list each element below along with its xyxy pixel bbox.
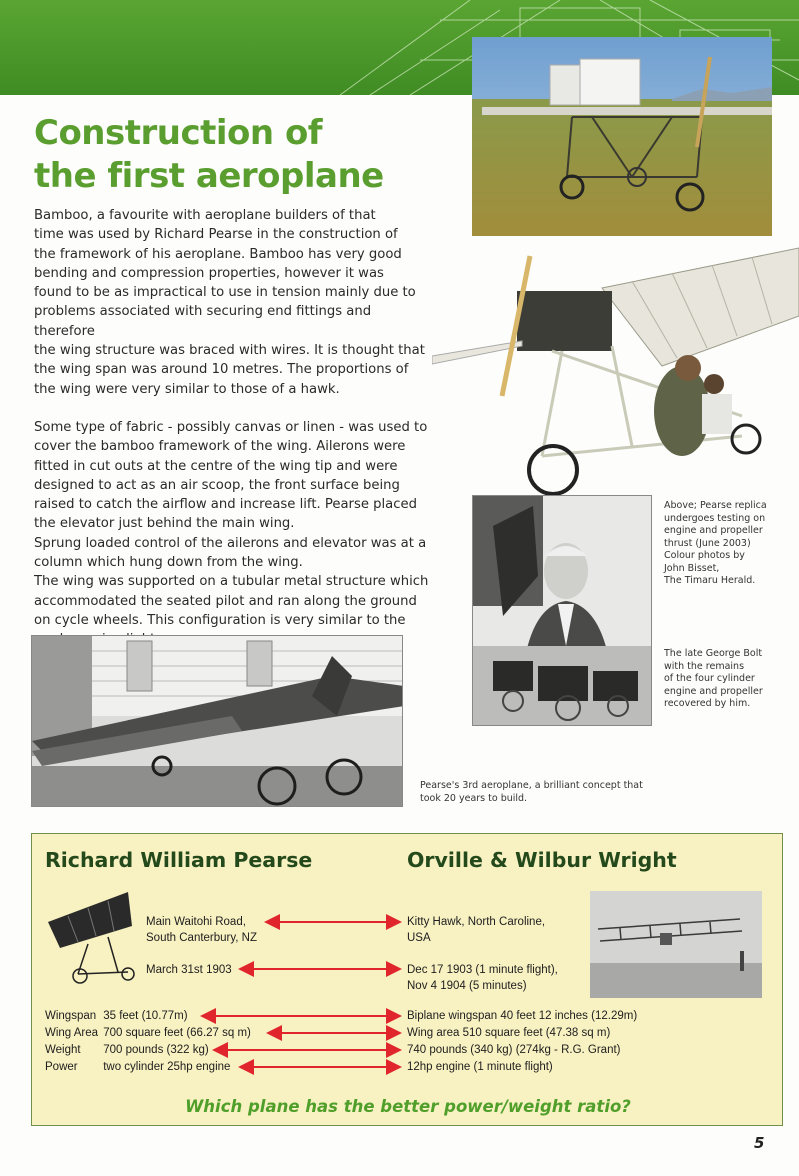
paragraph-line: raised to catch the airflow and increase lift. Pearse placed xyxy=(34,497,417,513)
stat-label: Wingspan xyxy=(45,1010,97,1022)
caption-line: The Timaru Herald. xyxy=(664,575,756,586)
date-line: Dec 17 1903 (1 minute flight), xyxy=(407,964,558,976)
paragraph-line: Some type of fabric - possibly canvas or linen - was used to xyxy=(34,419,428,435)
caption-line: Pearse's 3rd aeroplane, a brilliant concept that xyxy=(420,780,643,791)
caption-line: John Bisset, xyxy=(664,562,720,574)
replica-caption xyxy=(664,500,794,588)
paragraph-line: problems associated with securing end fittings and therefore xyxy=(34,304,372,339)
paragraph-line: column which hung down from the wing. xyxy=(34,555,303,571)
stat-value: two cylinder 25hp engine xyxy=(103,1061,231,1073)
stat-label: Weight xyxy=(45,1044,81,1056)
page-title-line-2: the first aeroplane xyxy=(34,156,384,196)
caption-line: took 20 years to build. xyxy=(420,792,528,804)
george-bolt-photo xyxy=(472,495,652,726)
caption-line: of the four cylinder xyxy=(664,673,755,684)
pearse-heading: Richard William Pearse xyxy=(45,848,313,872)
wright-wing-area: Wing area 510 square feet (47.38 sq m) xyxy=(407,1027,611,1039)
paragraph-line: the wing were very similar to those of a hawk. xyxy=(34,381,340,397)
wright-wingspan: Biplane wingspan 40 feet 12 inches (12.29m) xyxy=(407,1010,638,1022)
power-weight-question: Which plane has the better power/weight ratio? xyxy=(185,1097,631,1116)
paragraph-line: bending and compression properties, however it was xyxy=(34,265,384,281)
replica-pilot-photo xyxy=(432,236,799,496)
paragraph-line: Sprung loaded control of the ailerons and elevator was at a xyxy=(34,535,427,551)
paragraph-line: The wing was supported on a tubular metal structure which xyxy=(34,574,429,590)
stat-label: Wing Area xyxy=(45,1027,99,1039)
paragraph-line: on cycle wheels. This configuration is very similar to the xyxy=(34,612,406,628)
article-body xyxy=(34,206,434,650)
paragraph-line: found to be as impractical to use in tension mainly due to xyxy=(34,285,416,301)
paragraph-2 xyxy=(34,418,434,650)
third-aeroplane-photo xyxy=(31,635,403,807)
paragraph-line: the wing structure was braced with wires. It is thought that xyxy=(34,343,425,359)
paragraph-line: the wing span was around 10 metres. The proportions of xyxy=(34,362,409,378)
caption-line: undergoes testing on xyxy=(664,512,766,524)
george-bolt-caption xyxy=(664,648,794,711)
paragraph-line: time was used by Richard Pearse in the construction of xyxy=(34,227,398,243)
page-title xyxy=(34,112,454,198)
location-line: South Canterbury, NZ xyxy=(146,932,258,944)
paragraph-line: designed to act as an air scoop, the front surface being xyxy=(34,477,400,493)
stat-value: 35 feet (10.77m) xyxy=(103,1010,188,1022)
caption-line: engine and propeller xyxy=(664,685,763,697)
paragraph-line: accommodated the seated pilot and ran along the ground xyxy=(34,593,417,609)
third-aeroplane-caption xyxy=(420,780,680,805)
paragraph-line: the elevator just behind the main wing. xyxy=(34,516,295,532)
location-line: USA xyxy=(407,932,431,944)
caption-line: thrust (June 2003) xyxy=(664,537,751,549)
caption-line: engine and propeller xyxy=(664,525,763,536)
caption-line: The late George Bolt xyxy=(664,648,763,659)
pearse-flight-date: March 31st 1903 xyxy=(146,964,232,976)
paragraph-line: fitted in cut outs at the centre of the wing tip and were xyxy=(34,458,398,474)
caption-line: with the remains xyxy=(664,660,745,672)
wright-weight: 740 pounds (340 kg) (274kg - R.G. Grant) xyxy=(407,1044,621,1056)
paragraph-1 xyxy=(34,206,434,399)
caption-line: Colour photos by xyxy=(664,550,745,561)
wright-power: 12hp engine (1 minute flight) xyxy=(407,1061,553,1073)
location-line: Main Waitohi Road, xyxy=(146,916,246,928)
page-number: 5 xyxy=(754,1134,765,1152)
caption-line: Above; Pearse replica xyxy=(664,500,767,511)
comparison-panel xyxy=(31,833,783,1126)
comparison-arrows xyxy=(32,834,784,1127)
paragraph-line: Bamboo, a favourite with aeroplane builders of that xyxy=(34,208,376,223)
stat-value: 700 square feet (66.27 sq m) xyxy=(103,1027,251,1039)
page-title-line-1: Construction of xyxy=(34,113,323,153)
paragraph-line: the framework of his aeroplane. Bamboo has very good xyxy=(34,246,402,262)
stat-value: 700 pounds (322 kg) xyxy=(103,1044,209,1056)
stat-label: Power xyxy=(45,1061,78,1073)
wright-heading: Orville & Wilbur Wright xyxy=(407,848,677,872)
paragraph-line: cover the bamboo framework of the wing. Ailerons were xyxy=(34,439,406,455)
caption-line: recovered by him. xyxy=(664,698,751,709)
location-line: Kitty Hawk, North Caroline, xyxy=(407,916,546,928)
date-line: Nov 4 1904 (5 minutes) xyxy=(407,980,527,992)
replica-field-photo xyxy=(472,37,772,249)
